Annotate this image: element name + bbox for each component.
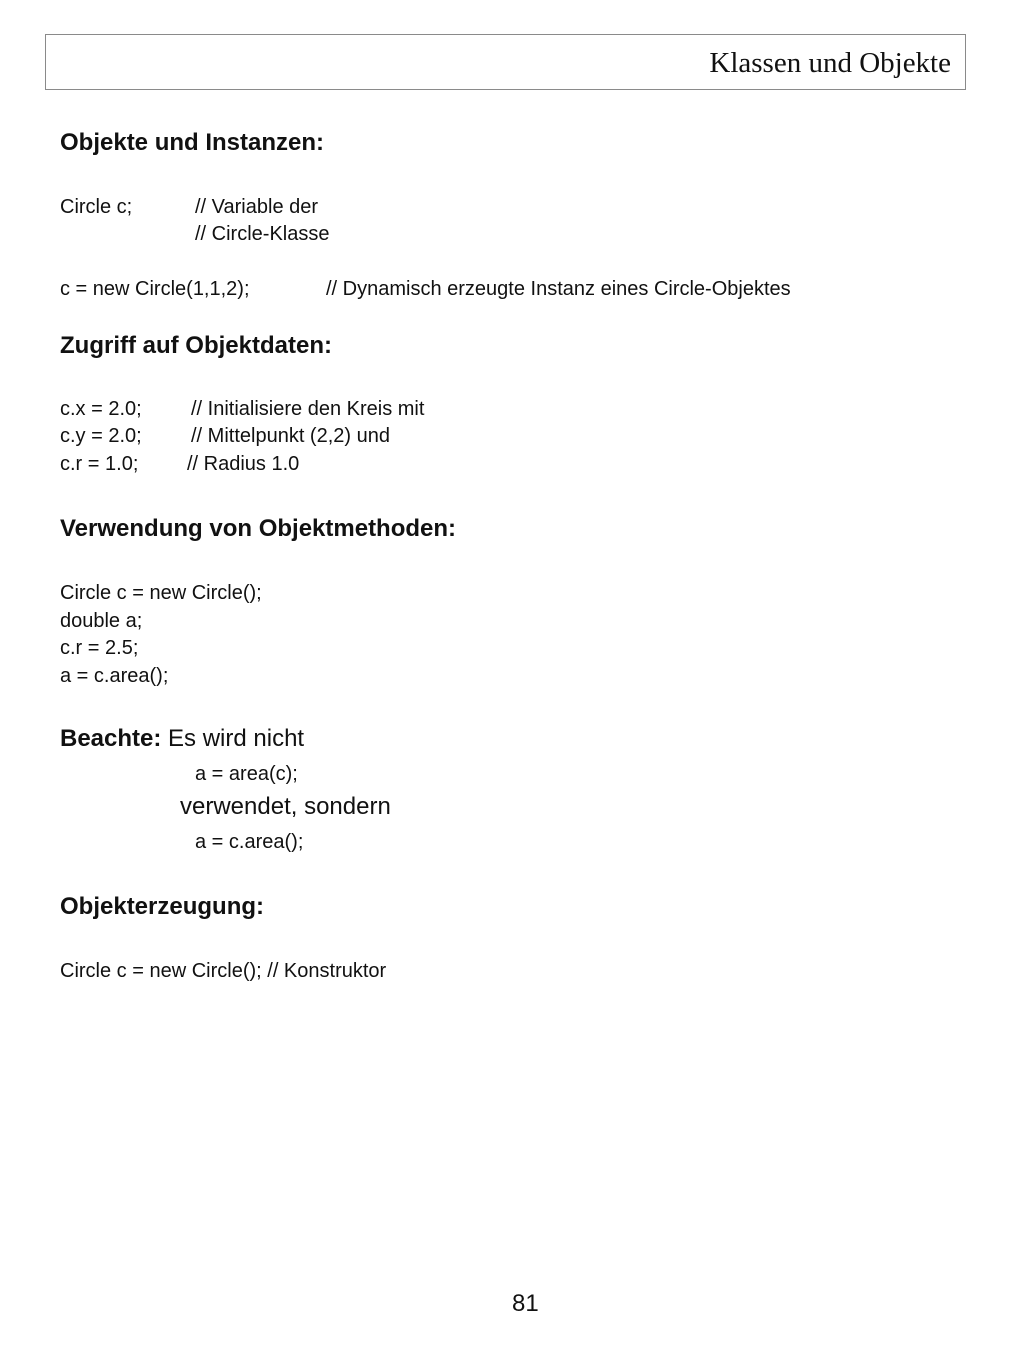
- note-code-1: a = area(c);: [195, 763, 298, 785]
- page-number: 81: [512, 1290, 539, 1317]
- code-line: double a;: [60, 610, 143, 632]
- code-line: c.r = 1.0;: [60, 453, 139, 475]
- comment-instantiation: // Dynamisch erzeugte Instanz eines Circle-Objektes: [326, 278, 791, 300]
- page-header: [45, 34, 966, 90]
- comment-declaration-1: // Variable der: [195, 196, 319, 218]
- code-line: Circle c = new Circle();: [60, 582, 262, 604]
- note-text-1: Es wird nicht: [168, 725, 305, 752]
- code-comment: // Mittelpunkt (2,2) und: [191, 425, 390, 447]
- heading-access: Zugriff auf Objektdaten:: [60, 332, 332, 359]
- code-comment: // Radius 1.0: [187, 453, 300, 475]
- code-declaration: Circle c;: [60, 196, 133, 218]
- code-constructor: Circle c = new Circle(); // Konstruktor: [60, 960, 387, 982]
- code-line: c.y = 2.0;: [60, 425, 142, 447]
- note-line-1: [60, 725, 304, 753]
- comment-declaration-2: // Circle-Klasse: [195, 223, 330, 245]
- note-label: Beachte:: [60, 725, 162, 752]
- code-line: c.r = 2.5;: [60, 637, 139, 659]
- heading-methods: Verwendung von Objektmethoden:: [60, 515, 457, 542]
- note-code-2: a = c.area();: [195, 831, 304, 853]
- heading-objects: Objekte und Instanzen:: [60, 129, 325, 156]
- code-line: a = c.area();: [60, 665, 169, 687]
- header-title: Klassen und Objekte: [709, 47, 951, 79]
- code-comment: // Initialisiere den Kreis mit: [191, 398, 425, 420]
- heading-creation: Objekterzeugung:: [60, 893, 265, 920]
- code-instantiation: c = new Circle(1,1,2);: [60, 278, 250, 300]
- code-line: c.x = 2.0;: [60, 398, 142, 420]
- note-text-2: verwendet, sondern: [180, 793, 391, 820]
